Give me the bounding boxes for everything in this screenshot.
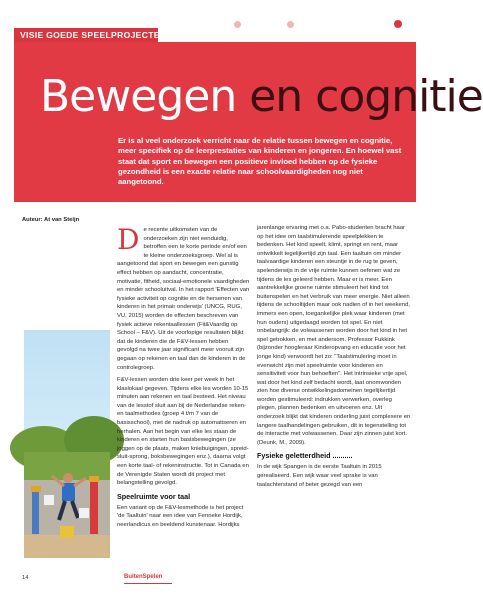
paragraph: e recente uitkomsten van de onderzoeken zijn niet eenduidig, betroffen een te korte periode en/of een te kleine onderzoeksgroep. Wel al is aangetoond dat sport en bewegen een gunstig effect hebben op aandacht, concentratie, motivatie, fitheid, sociaal-emotionele vaardigheden en minder schooluitval. In het rapport 'Effecten van fysieke activiteit op cognitie en de hersenen van kinderen in het primair onderwijs' (UNCG, RUG, VU, 2015) worden de effecten beschreven van fysiek actieve rekentaallessen (Fit&Vaardig op School – F&V). Uit de voorlopige resultaten blijkt dat de kinderen die de F&V-lessen hebben gevolgd na twee jaar significant meer vooruit zijn gegaan op rekenen en taal dan de kinderen in de controlegroep. — [117, 227, 250, 371]
paragraph: In de wijk Spangen is de eerste Taaltuin in 2015 gerealiseerd. Een wijk waar veel sprake is van taalachterstand of beter gezegd van een — [257, 464, 382, 488]
hero-banner — [14, 42, 483, 202]
decor-dot — [287, 21, 294, 28]
magazine-brand: BuitenSpelen — [124, 574, 163, 580]
photo-illustration — [24, 330, 110, 558]
page-number: 14 — [22, 575, 29, 581]
paragraph: F&V-lessen worden drie keer per week in het klaslokaal gegeven. Tijdens elke les worden 10-15 minuten aan rekenen en taal besteed. Het niveau van de lesstof sluit aan bij de Nederlandse reken- en taalmethodes (groep 4 t/m 7 van de basisschool), met de nadruk op automatiseren en herhalen. Aan het begin van elke les staan de kinderen en starten hun basisbewegingen (ze joggen op de plaats, maken kniebuigingen, spreid-sluit-sprong, boksbewegingen enz.), daarna volgt een korte taal- of rekeninstructie. Tot in Canada en de Verenigde Staten wordt dit project met belangstelling gevolgd. — [117, 377, 249, 487]
drop-cap: D — [117, 223, 140, 256]
playground-photo — [24, 330, 110, 558]
section-tab: VISIE GOEDE SPEELPROJECTEN — [14, 28, 158, 42]
subheading: Fysieke geletterdheid .......... — [257, 451, 353, 461]
footer-rule — [124, 583, 172, 584]
intro-paragraph: Er is al veel onderzoek verricht naar de relatie tussen bewegen en cognitie, meer specifiek op de leerprestaties van kinderen en jongeren. En hoewel vast staat dat sport en bewegen een positieve invloed hebben op de fysieke gezondheid is een exacte relatie naar schoolvaardigheden nog niet aangetoond. — [118, 136, 402, 187]
subheading: Speelruimte voor taal — [117, 491, 191, 501]
page-title — [40, 72, 483, 122]
decor-dot — [234, 21, 241, 28]
title-word-2: en cognitie — [249, 71, 483, 122]
article-column-1 — [117, 223, 250, 534]
author-line: Auteur: At van Steijn — [22, 217, 80, 223]
title-word-1: Bewegen — [40, 71, 237, 122]
paragraph: jarenlange ervaring met o.a. Pabo-studenten bracht haar op het idee om taalstimulerende speelplekken te bedenken. Het kind speelt, klimt, springt en rent, maar ontwikkelt tegelijkertijd zijn taal. Een taaltuin om minder taalvaardige kinderen een steuntje in de rug te geven, spelenderwijs in de vrije ruimte kunnen oefenen wat ze tijdens de les geleerd hebben. Maar er is meer. Een aantrekkelijke groene ruimte stimuleert het kind tot buitenspelen en het verbruik van meer energie. Niet alleen tijdens de schooltijden maar ook nadien of in het weekend, immers een open, toegankelijke plek waar kinderen (met hun ouders) uitgedaagd worden tot spel. En niet onbelangrijk: de volwassenen worden door het kind in het spel getrokken, en met andersom. Professor Fukkink (bijzonder hoogleraar Kinderopvang en educatie voor het jonge kind) verwoordt het zo: "Taalstimulering moet in evenwicht zijn met speelruimte voor kinderen en sensitiviteit voor hun behoeften". Het intrinsieke vrije spel, wat door het kind zelf bedacht wordt, laat onomwonden zien hoe diverse ontwikkelingsdomeinen tegelijkertijd worden gestimuleerd: indrukken verwerken, overleg plegen, plannen bedenken en uitvoeren enz. Uit onderzoek blijkt dat kinderen onderling juist complexere en langere taalhandelingen gebruiken, dit in tegenstelling tot de interactie met volwassenen. Daar zijn zinnen juist kort. (Deunk, M., 2009). — [257, 225, 411, 446]
decor-dot — [394, 20, 402, 28]
paragraph: Een variant op de F&V-lesmethode is het project 'de Taaltuin' naar een idee van Fenneke Hordijk, neerlandicus en beeldend kunstenaar. Hordijks — [117, 504, 244, 528]
article-column-2 — [257, 224, 411, 493]
